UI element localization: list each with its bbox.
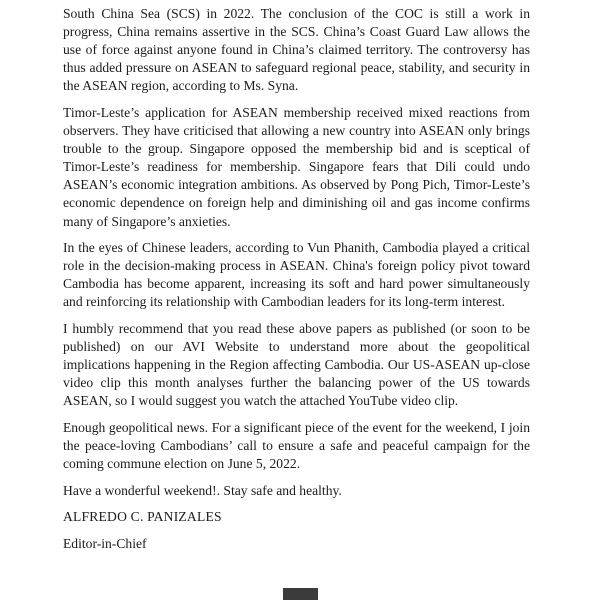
signature-name: ALFREDO C. PANIZALES (63, 509, 222, 525)
paragraph-avi-recommendation: I humbly recommend that you read these above papers as published (or soon to be published) on our AVI Website to understand more about the geopolitical implications happening in the Region affecting Cambodia. Our US-ASEAN up-close video clip this month analyses further the balancing power of the US towards ASEAN, so I would suggest you watch the attached YouTube video clip. (63, 321, 530, 409)
paragraph-scs-coc: South China Sea (SCS) in 2022. The conclusion of the COC is still a work in progress, China remains assertive in the SCS. China’s Coast Guard Law allows the use of force against anyone found in China’s claimed territory. The controversy has thus added pressure on ASEAN to safeguard regional peace, stability, and security in the ASEAN region, according to Ms. Syna. (63, 6, 530, 94)
paragraph-commune-election: Enough geopolitical news. For a significant piece of the event for the weekend, I join the peace-loving Cambodians’ call to ensure a safe and peaceful campaign for the coming commune election on June 5, 2022. (63, 419, 530, 472)
paragraph-timor-leste-membership: Timor-Leste’s application for ASEAN membership received mixed reactions from observers. They have criticised that allowing a new country into ASEAN only brings trouble to the group. Singapore opposed the membership bid and is sceptical of Timor-Leste’s readiness for membership. Singapore fears that Dili could undo ASEAN’s economic integration ambitions. As observed by Pong Pich, Timor-Leste’s economic dependence on foreign help and diminishing oil and gas income confirms many of Singapore’s anxieties. (63, 104, 530, 229)
closing-line: Have a wonderful weekend!. Stay safe and healthy. (63, 482, 342, 498)
paragraph-china-cambodia: In the eyes of Chinese leaders, according to Vun Phanith, Cambodia played a critical role in the decision-making process in ASEAN. China's foreign policy pivot toward Cambodia has become apparent, increasing its soft and hard power simultaneously and reinforcing its relationship with Cambodian leaders for its long-term interest. (63, 240, 530, 310)
signature-title: Editor-in-Chief (63, 535, 147, 551)
next-page-element-peek (283, 588, 318, 600)
